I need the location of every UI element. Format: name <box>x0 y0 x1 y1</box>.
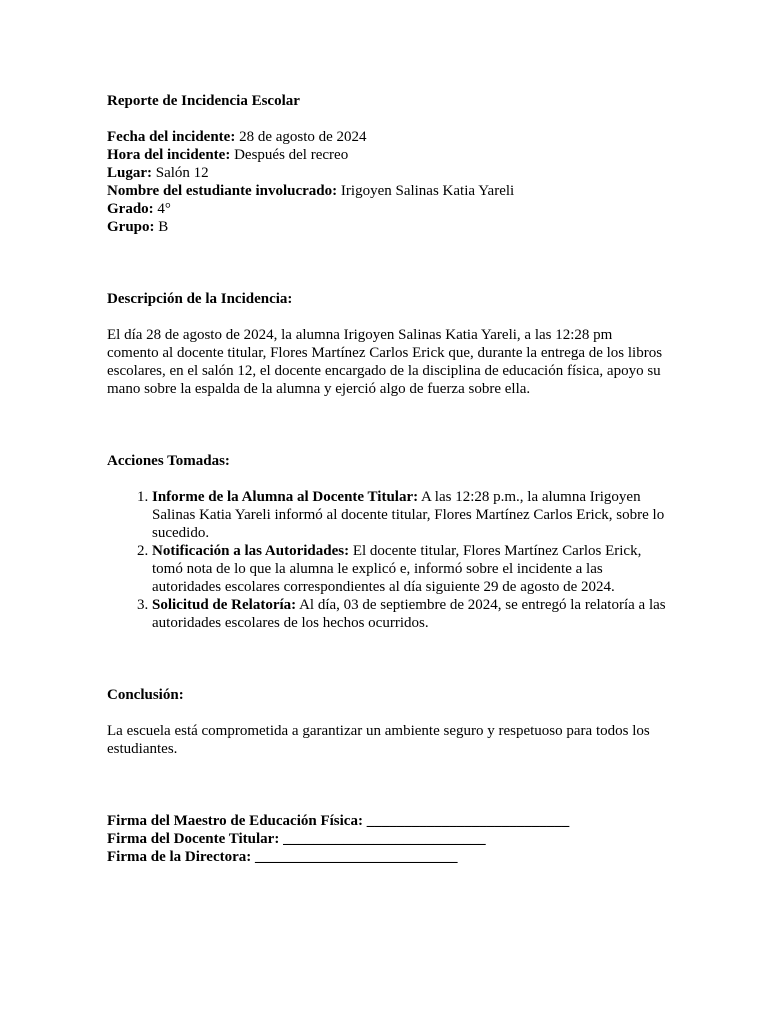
action-text: A las 12:28 p.m., la alumna Irigoyen Salinas Katia Yareli informó al docente titular, Flores Martínez Carlos Erick, sobre lo sucedido. <box>152 489 665 541</box>
detail-time <box>107 146 667 164</box>
detail-grade <box>107 200 667 218</box>
incident-details <box>107 128 667 236</box>
detail-place <box>107 164 667 182</box>
detail-label: Nombre del estudiante involucrado: <box>107 183 338 199</box>
actions-heading: Acciones Tomadas: <box>107 453 230 469</box>
detail-value: Irigoyen Salinas Katia Yareli <box>337 183 515 199</box>
detail-label: Lugar: <box>107 165 152 181</box>
description-text: El día 28 de agosto de 2024, la alumna Irigoyen Salinas Katia Yareli, a las 12:28 pm comento al docente titular, Flores Martínez Carlos Erick que, durante la entrega de los libros escolares, en el salón 12, el docente encargado de la disciplina de educación física, apoyo su mano sobre la espalda de la alumna y ejerció algo de fuerza sobre ella. <box>107 327 663 397</box>
action-label: Notificación a las Autoridades: <box>152 543 350 559</box>
detail-label: Hora del incidente: <box>107 147 231 163</box>
detail-student <box>107 182 667 200</box>
action-item <box>152 488 667 542</box>
signature-homeroom-teacher: Firma del Docente Titular: ___________________________ <box>107 831 486 847</box>
action-text: Al día, 03 de septiembre de 2024, se entregó la relatoría a las autoridades escolares de los hechos ocurridos. <box>152 597 666 631</box>
detail-value: 28 de agosto de 2024 <box>235 129 367 145</box>
action-label: Solicitud de Relatoría: <box>152 597 297 613</box>
signature-principal: Firma de la Directora: ___________________________ <box>107 849 458 865</box>
detail-group <box>107 218 667 236</box>
signature-block <box>107 812 667 866</box>
conclusion-text: La escuela está comprometida a garantizar un ambiente seguro y respetuoso para todos los estudiantes. <box>107 723 650 757</box>
document-title: Reporte de Incidencia Escolar <box>107 93 300 109</box>
signature-pe-teacher: Firma del Maestro de Educación Física: ___________________________ <box>107 813 570 829</box>
detail-label: Grupo: <box>107 219 155 235</box>
description-heading: Descripción de la Incidencia: <box>107 291 293 307</box>
action-text: El docente titular, Flores Martínez Carlos Erick, tomó nota de lo que la alumna le explicó e, informó sobre el incidente a las autoridades escolares correspondientes al día siguiente 29 de agosto de 2024. <box>152 543 642 595</box>
actions-list <box>107 488 667 632</box>
detail-value: Salón 12 <box>152 165 209 181</box>
detail-value: Después del recreo <box>230 147 349 163</box>
detail-value: 4° <box>153 201 171 217</box>
detail-label: Fecha del incidente: <box>107 129 236 145</box>
detail-date <box>107 128 667 146</box>
action-item <box>152 596 667 632</box>
document-page <box>107 92 667 866</box>
detail-value: B <box>154 219 169 235</box>
conclusion-heading: Conclusión: <box>107 687 184 703</box>
detail-label: Grado: <box>107 201 154 217</box>
action-label: Informe de la Alumna al Docente Titular: <box>152 489 419 505</box>
action-item <box>152 542 667 596</box>
